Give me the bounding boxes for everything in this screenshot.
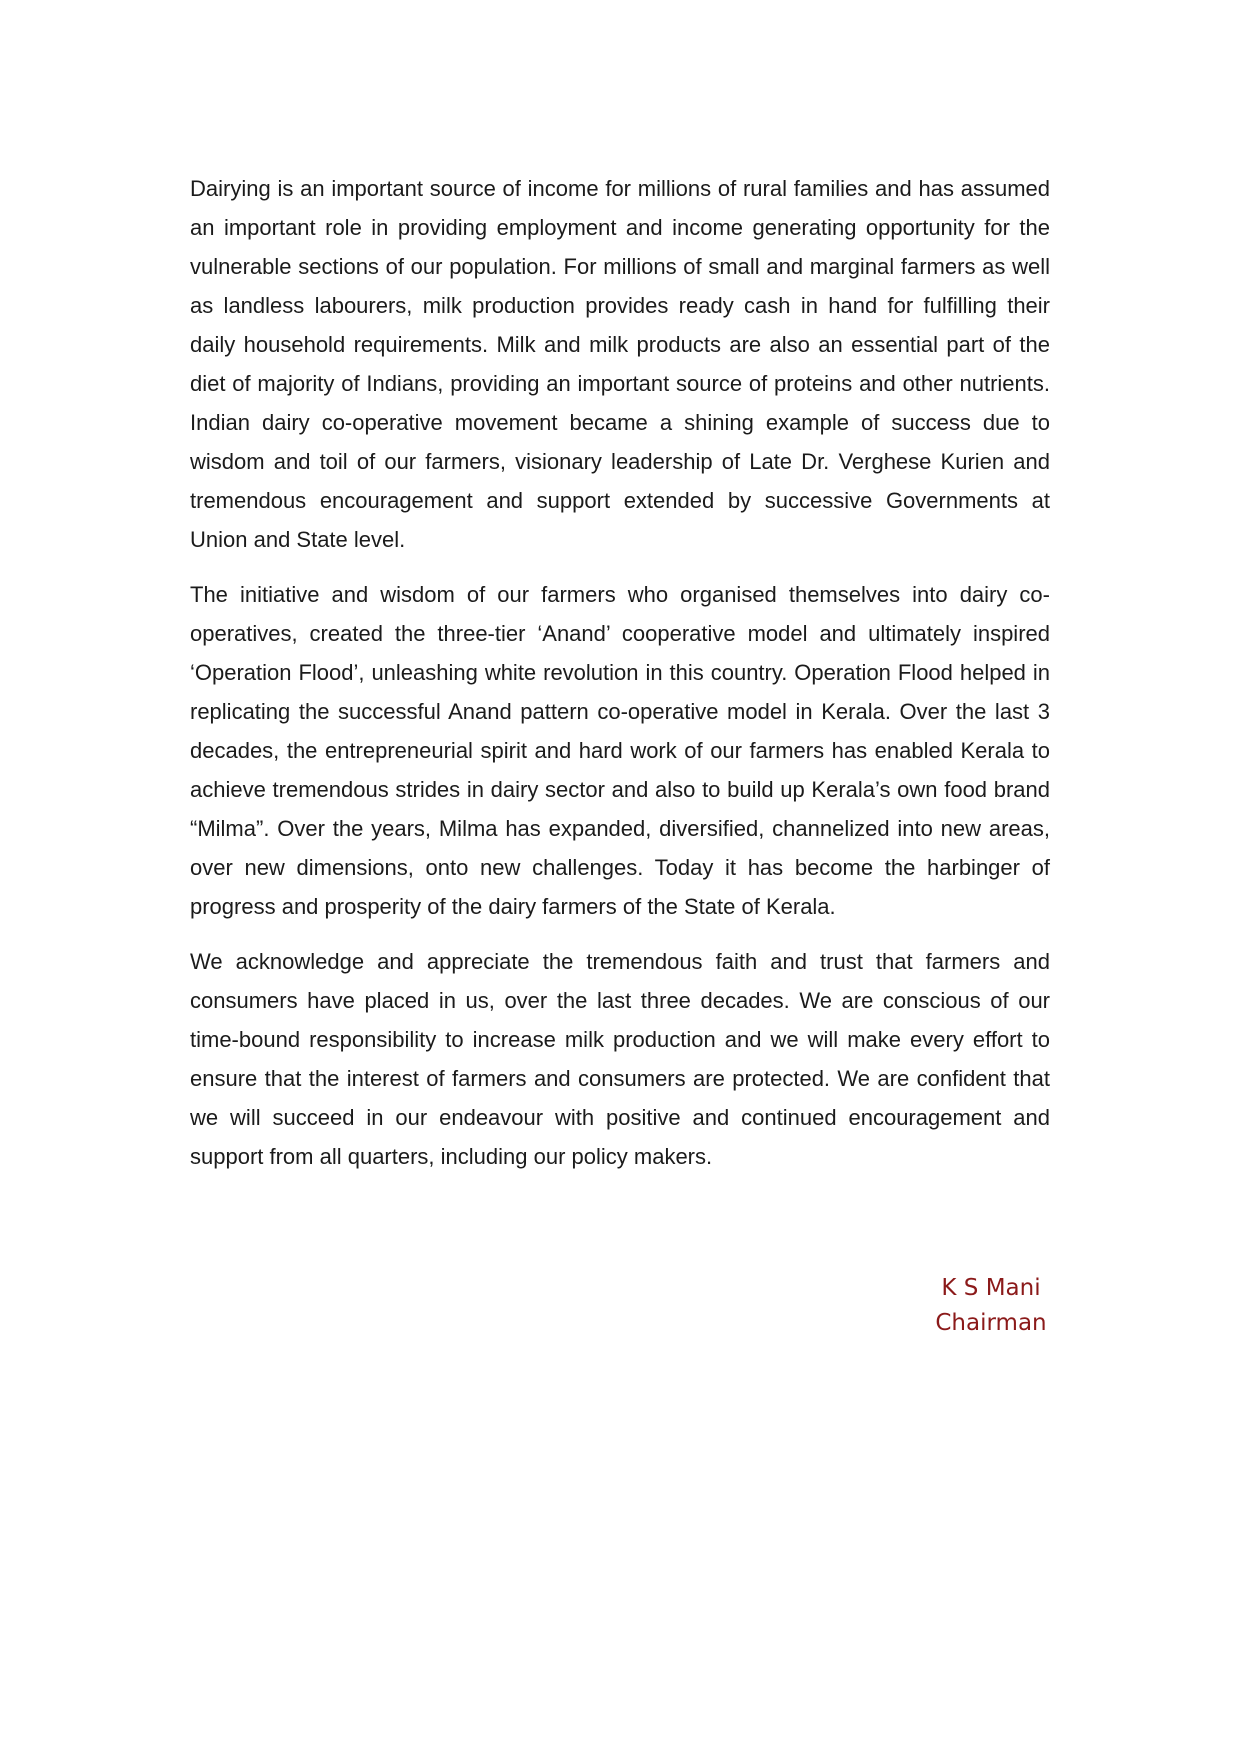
letter-body [190,169,1050,1192]
signature-block [916,1271,1066,1341]
paragraph-dairying-income: Dairying is an important source of income for millions of rural families and has assumed an important role in providing employment and income generating opportunity for the vulnerable sections of our population. For millions of small and marginal farmers as well as landless labourers, milk production provides ready cash in hand for fulfilling their daily household requirements. Milk and milk products are also an essential part of the diet of majority of Indians, providing an important source of proteins and other nutrients. Indian dairy co-operative movement became a shining example of success due to wisdom and toil of our farmers, visionary leadership of Late Dr. Verghese Kurien and tremendous encouragement and support extended by successive Governments at Union and State level. [190,176,1050,552]
signatory-title: Chairman [935,1310,1047,1336]
paragraph-anand-milma: The initiative and wisdom of our farmers who organised themselves into dairy co-operatives, created the three-tier ‘Anand’ cooperative model and ultimately inspired ‘Operation Flood’, unleashing white revolution in this country. Operation Flood helped in replicating the successful Anand pattern co-operative model in Kerala. Over the last 3 decades, the entrepreneurial spirit and hard work of our farmers has enabled Kerala to achieve tremendous strides in dairy sector and also to build up Kerala’s own food brand “Milma”. Over the years, Milma has expanded, diversified, channelized into new areas, over new dimensions, onto new challenges. Today it has become the harbinger of progress and prosperity of the dairy farmers of the State of Kerala. [190,582,1050,919]
paragraph-acknowledgement: We acknowledge and appreciate the tremendous faith and trust that farmers and consumers have placed in us, over the last three decades. We are conscious of our time-bound responsibility to increase milk production and we will make every effort to ensure that the interest of farmers and consumers are protected. We are confident that we will succeed in our endeavour with positive and continued encouragement and support from all quarters, including our policy makers. [190,949,1050,1169]
signatory-name: K S Mani [941,1275,1041,1301]
